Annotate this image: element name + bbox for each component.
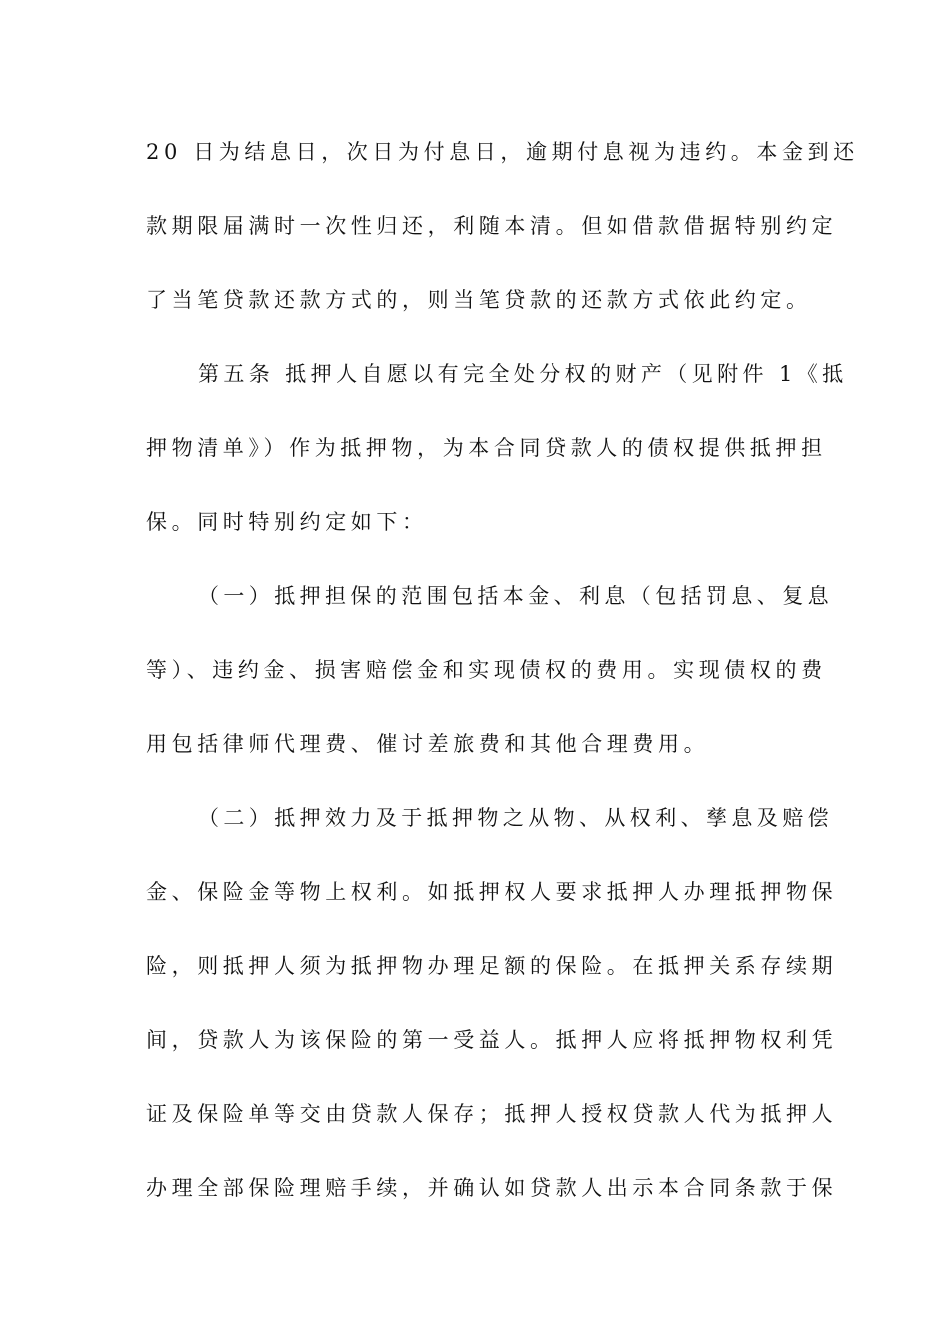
text-line: 用包括律师代理费、催讨差旅费和其他合理费用。 [146, 732, 710, 756]
clause-heading-line: （二）抵押效力及于抵押物之从物、从权利、孳息及赔偿 [198, 806, 833, 830]
text-line: 间，贷款人为该保险的第一受益人。抵押人应将抵押物权利凭 [146, 1028, 838, 1052]
text-line: 保。同时特别约定如下： [146, 510, 428, 534]
text-line: 等）、违约金、损害赔偿金和实现债权的费用。实现债权的费 [146, 658, 827, 682]
text-line: 押物清单》）作为抵押物，为本合同贷款人的债权提供抵押担 [146, 436, 827, 460]
text-line: 款期限届满时一次性归还，利随本清。但如借款借据特别约定 [146, 214, 838, 238]
text-line: 办理全部保险理赔手续，并确认如贷款人出示本合同条款于保 [146, 1176, 838, 1200]
text-line: 20 日为结息日，次日为付息日，逾期付息视为违约。本金到还 [146, 140, 859, 164]
text-line: 金、保险金等物上权利。如抵押权人要求抵押人办理抵押物保 [146, 880, 838, 904]
clause-heading-line: （一）抵押担保的范围包括本金、利息（包括罚息、复息 [198, 584, 833, 608]
text-line: 证及保险单等交由贷款人保存；抵押人授权贷款人代为抵押人 [146, 1102, 838, 1126]
text-line: 了当笔贷款还款方式的，则当笔贷款的还款方式依此约定。 [146, 288, 812, 312]
document-body [146, 128, 859, 1238]
article-heading-line: 第五条 抵押人自愿以有完全处分权的财产（见附件 1《抵 [198, 362, 848, 386]
text-line: 险，则抵押人须为抵押物办理足额的保险。在抵押关系存续期 [146, 954, 838, 978]
